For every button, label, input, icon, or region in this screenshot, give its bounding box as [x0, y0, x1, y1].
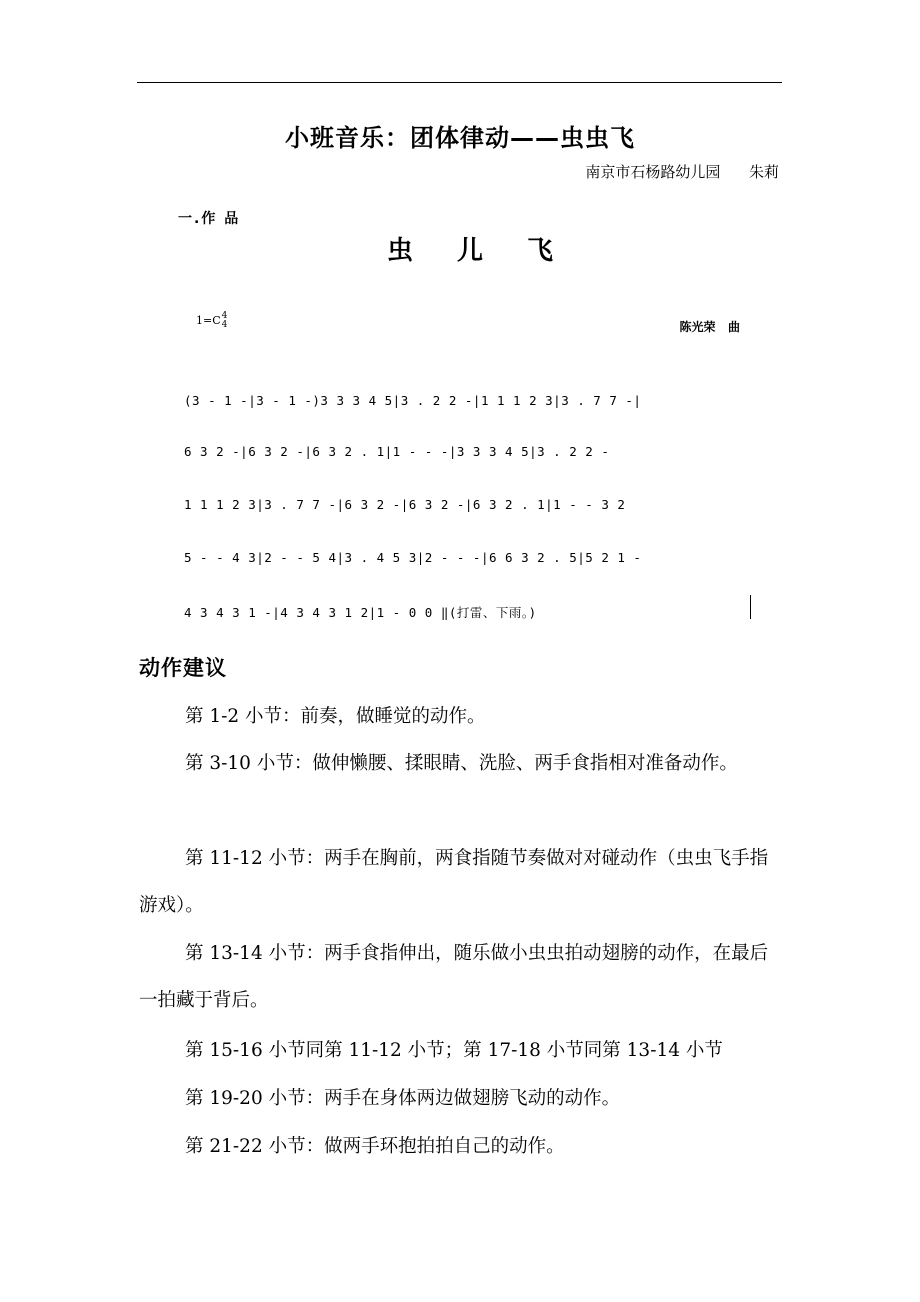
suggestion-paragraph: 第 11-12 小节：两手在胸前，两食指随节奏做对对碰动作（虫虫飞手指游戏）。 [139, 848, 769, 916]
suggestion-paragraph: 第 19-20 小节：两手在身体两边做翅膀飞动的动作。 [185, 1088, 621, 1109]
score-row-1: (3 - 1 -|3 - 1 -)3 3 3 4 5|3 . 2 2 -|1 1 1 2 3|3 . 7 7 -| [184, 393, 642, 408]
suggestion-paragraph: 第 13-14 小节：两手食指伸出，随乐做小虫虫拍动翅膀的动作，在最后一拍藏于背后。 [139, 943, 769, 1011]
time-top: 4 [221, 311, 228, 321]
author-byline: 南京市石杨路幼儿园 朱莉 [585, 163, 779, 181]
song-title: 虫儿飞 [386, 236, 597, 266]
score-row-5: 4 3 4 3 1 -|4 3 4 3 1 2|1 - 0 0 ‖(打雷、下雨。) [184, 605, 537, 620]
header-rule [137, 82, 782, 83]
time-bottom: 4 [221, 320, 228, 330]
music-score [170, 190, 770, 645]
score-section-label: 一.作 品 [178, 211, 241, 227]
suggestions-heading: 动作建议 [139, 656, 227, 680]
suggestion-paragraph: 第 21-22 小节：做两手环抱拍拍自己的动作。 [185, 1136, 565, 1157]
time-signature [222, 312, 228, 330]
score-row-3: 1 1 1 2 3|3 . 7 7 -|6 3 2 -|6 3 2 -|6 3 2 . 1|1 - - 3 2 [184, 497, 626, 512]
key-signature [196, 312, 227, 330]
suggestion-paragraph: 第 3-10 小节：做伸懒腰、揉眼睛、洗脸、两手食指相对准备动作。 [185, 753, 738, 774]
score-end-bar [750, 595, 751, 619]
key-label: 1=C [196, 314, 221, 327]
score-row-2: 6 3 2 -|6 3 2 -|6 3 2 . 1|1 - - -|3 3 3 4 5|3 . 2 2 - [184, 444, 610, 459]
suggestion-paragraph: 第 15-16 小节同第 11-12 小节；第 17-18 小节同第 13-14 小节 [185, 1040, 723, 1061]
page-title: 小班音乐：团体律动——虫虫飞 [285, 124, 635, 152]
score-row-4: 5 - - 4 3|2 - - 5 4|3 . 4 5 3|2 - - -|6 6 3 2 . 5|5 2 1 - [184, 550, 642, 565]
suggestion-paragraph: 第 1-2 小节：前奏，做睡觉的动作。 [185, 706, 486, 727]
composer-credit: 陈光荣 曲 [679, 320, 740, 334]
